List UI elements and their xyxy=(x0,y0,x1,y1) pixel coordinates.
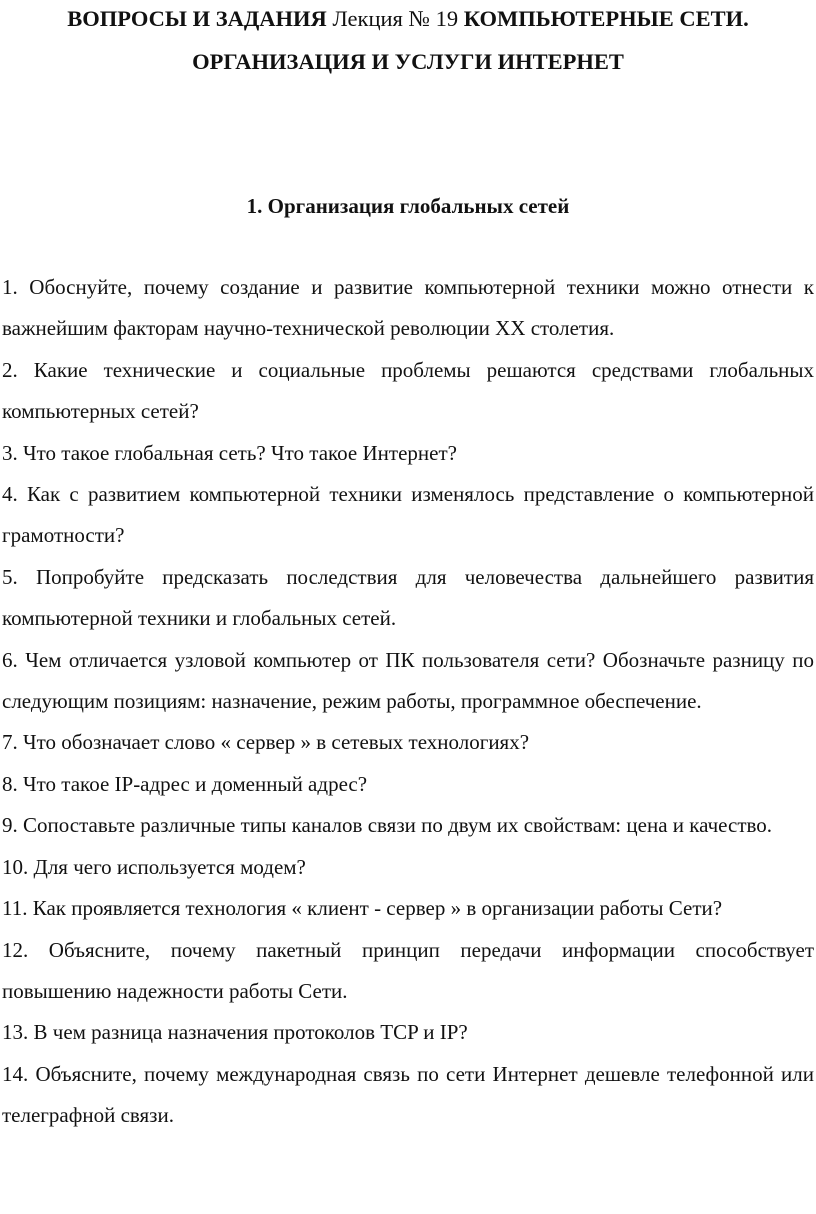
lecture-number: Лекция № 19 xyxy=(332,6,459,31)
question-item: 5. Попробуйте предсказать последствия для человечества дальнейшего развития компьютерной техники и глобальных сетей. xyxy=(2,564,814,631)
question-item: 7. Что обозначает слово « сервер » в сетевых технологиях? xyxy=(2,730,530,755)
question-item: 14. Объясните, почему международная связь по сети Интернет дешевле телефонной или телеграфной связи. xyxy=(2,1061,814,1128)
question-list xyxy=(2,267,814,1137)
document-title-line-1 xyxy=(0,5,816,33)
question-item: 11. Как проявляется технология « клиент - сервер » в организации работы Сети? xyxy=(2,896,723,921)
question-item: 3. Что такое глобальная сеть? Что такое Интернет? xyxy=(2,440,457,465)
section-heading: 1. Организация глобальных сетей xyxy=(246,194,570,218)
question-item: 6. Чем отличается узловой компьютер от ПК пользователя сети? Обозначьте разницу по следующим позициям: назначение, режим работы, программное обеспечение. xyxy=(2,647,814,714)
question-item: 2. Какие технические и социальные проблемы решаются средствами глобальных компьютерных сетей? xyxy=(2,357,814,424)
question-item: 9. Сопоставьте различные типы каналов связи по двум их свойствам: цена и качество. xyxy=(2,813,773,838)
question-item: 12. Объясните, почему пакетный принцип передачи информации способствует повышению надежности работы Сети. xyxy=(2,937,814,1003)
question-item: 4. Как с развитием компьютерной техники изменялось представление о компьютерной грамотности? xyxy=(2,482,814,548)
topic-title-part-1: КОМПЬЮТЕРНЫЕ СЕТИ. xyxy=(463,6,749,31)
title-label: ВОПРОСЫ И ЗАДАНИЯ xyxy=(67,6,327,31)
question-item: 10. Для чего используется модем? xyxy=(2,854,306,879)
question-item: 13. В чем разница назначения протоколов TCP и IP? xyxy=(2,1020,468,1045)
question-item: 8. Что такое IP-адрес и доменный адрес? xyxy=(2,771,368,796)
topic-title-part-2: ОРГАНИЗАЦИЯ И УСЛУГИ ИНТЕРНЕТ xyxy=(192,49,624,74)
question-item: 1. Обоснуйте, почему создание и развитие компьютерной техники можно отнести к важнейшим факторам научно-технической революции XX столетия. xyxy=(2,275,814,341)
